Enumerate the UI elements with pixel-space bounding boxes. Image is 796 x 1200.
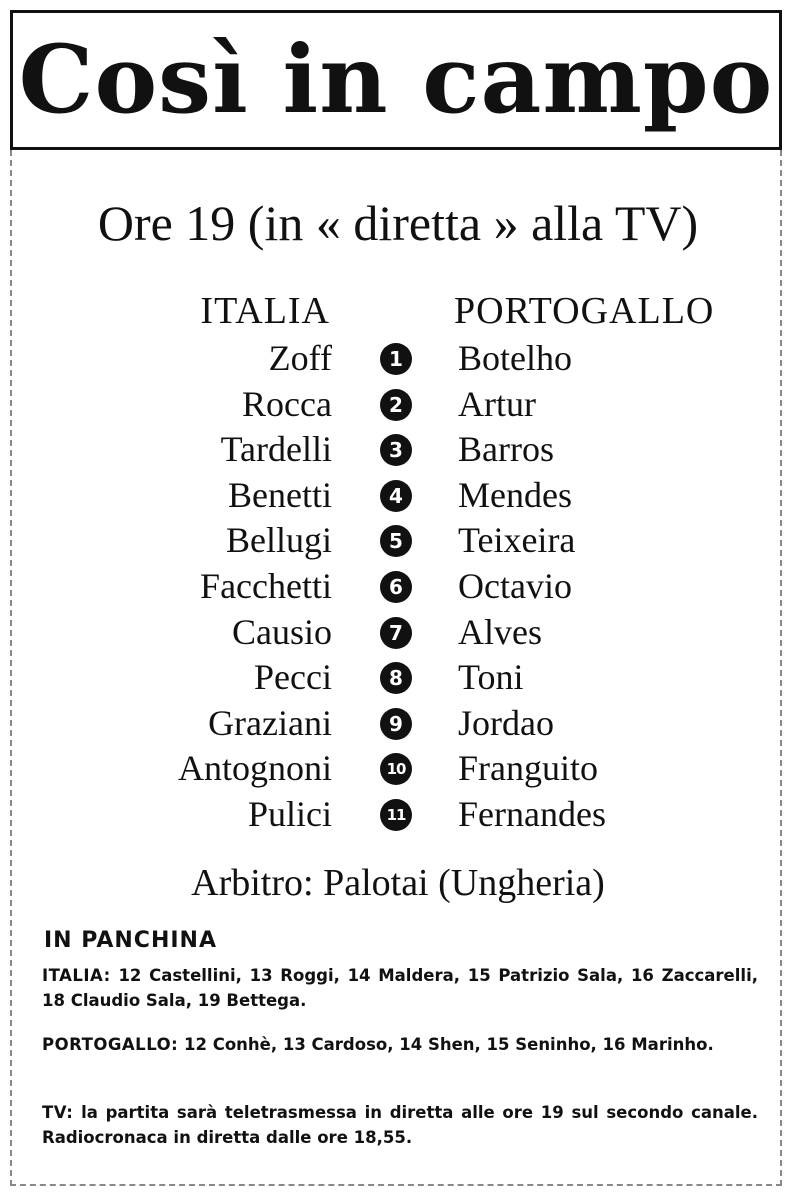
bench-italia-label: ITALIA: bbox=[42, 966, 111, 985]
shirt-number-badge: 9 bbox=[380, 708, 412, 740]
shirt-number-badge: 8 bbox=[380, 662, 412, 694]
lineup-row bbox=[0, 610, 796, 656]
bench-italia-text: 12 Castellini, 13 Roggi, 14 Maldera, 15 Patrizio Sala, 16 Zaccarelli, 18 Claudio Sala, 19 Bettega. bbox=[42, 966, 758, 1010]
bench-portogallo-text: 12 Conhè, 13 Cardoso, 14 Shen, 15 Seninho, 16 Marinho. bbox=[184, 1035, 714, 1054]
referee-line: Arbitro: Palotai (Ungheria) bbox=[191, 862, 605, 904]
shirt-number-badge: 5 bbox=[380, 525, 412, 557]
lineup-row bbox=[0, 473, 796, 519]
lineup-row bbox=[0, 427, 796, 473]
lineup-row bbox=[0, 518, 796, 564]
headline: Così in campo bbox=[18, 25, 774, 135]
shirt-number-badge: 1 bbox=[380, 343, 412, 375]
team-name-home: ITALIA bbox=[200, 290, 330, 332]
away-player: Teixeira bbox=[458, 520, 576, 561]
bench-heading: IN PANCHINA bbox=[44, 928, 217, 953]
team-name-away: PORTOGALLO bbox=[454, 290, 715, 332]
away-player: Botelho bbox=[458, 338, 572, 378]
home-player: Zoff bbox=[268, 338, 332, 378]
away-player: Franguito bbox=[458, 748, 598, 789]
away-player: Barros bbox=[458, 429, 554, 470]
home-player: Facchetti bbox=[200, 565, 332, 606]
bench-italia bbox=[42, 963, 758, 1013]
home-player: Pecci bbox=[254, 657, 332, 698]
away-player: Alves bbox=[458, 611, 542, 652]
lineup-row bbox=[0, 336, 796, 382]
lineup-list bbox=[0, 336, 796, 838]
lineup-row bbox=[0, 655, 796, 701]
home-player: Graziani bbox=[208, 702, 332, 743]
shirt-number-badge: 6 bbox=[380, 571, 412, 603]
home-player: Causio bbox=[231, 611, 332, 652]
shirt-number-badge: 7 bbox=[380, 617, 412, 649]
away-player: Mendes bbox=[458, 474, 572, 515]
shirt-number-badge: 4 bbox=[380, 480, 412, 512]
home-player: Rocca bbox=[242, 383, 332, 424]
away-player: Artur bbox=[458, 383, 536, 424]
home-player: Antognoni bbox=[177, 748, 332, 789]
bench-portogallo-label: PORTOGALLO: bbox=[42, 1035, 179, 1054]
lineup-row bbox=[0, 746, 796, 792]
away-player: Octavio bbox=[458, 565, 572, 606]
kickoff-subtitle: Ore 19 (in « diretta » alla TV) bbox=[97, 195, 699, 251]
bench-portogallo bbox=[42, 1032, 758, 1057]
away-player: Jordao bbox=[458, 702, 554, 743]
shirt-number-badge: 3 bbox=[380, 434, 412, 466]
home-player: Tardelli bbox=[220, 429, 332, 470]
away-player: Fernandes bbox=[458, 793, 606, 834]
home-player: Bellugi bbox=[226, 520, 332, 561]
lineup-row bbox=[0, 382, 796, 428]
away-player: Toni bbox=[458, 657, 524, 698]
home-player: Pulici bbox=[247, 793, 332, 834]
tv-text: la partita sarà teletrasmessa in diretta alle ore 19 sul secondo canale. Radiocronaca in diretta dalle ore 18,55. bbox=[42, 1103, 758, 1147]
lineup-row bbox=[0, 564, 796, 610]
headline-box bbox=[10, 10, 782, 150]
lineup-row bbox=[0, 701, 796, 747]
shirt-number-badge: 11 bbox=[380, 799, 412, 831]
tv-note bbox=[42, 1100, 758, 1150]
shirt-number-badge: 2 bbox=[380, 389, 412, 421]
home-player: Benetti bbox=[228, 474, 332, 515]
lineup-row bbox=[0, 792, 796, 838]
tv-label: TV: bbox=[42, 1103, 74, 1122]
shirt-number-badge: 10 bbox=[380, 753, 412, 785]
